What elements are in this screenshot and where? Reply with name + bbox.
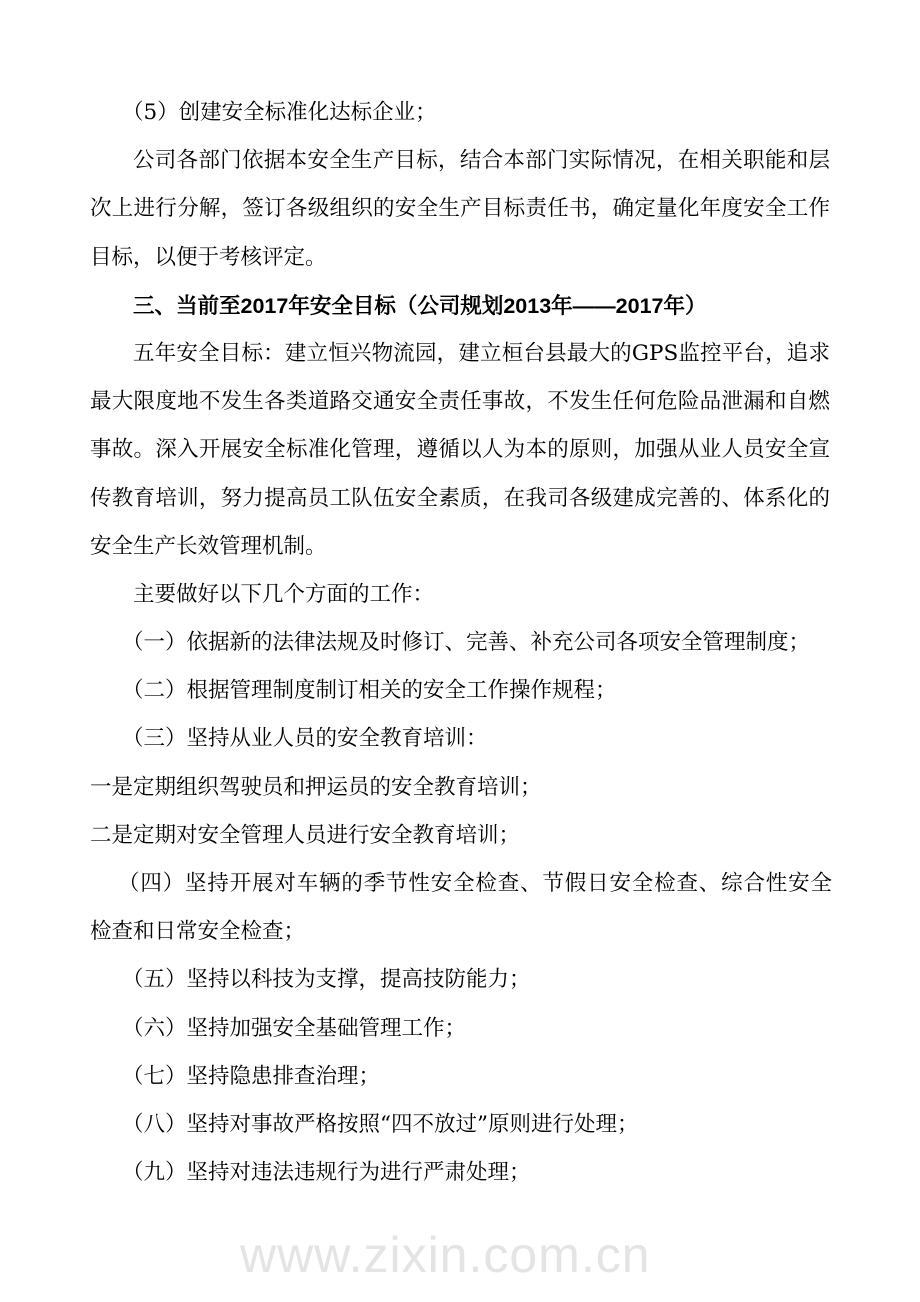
text-line: 公司各部门依据本安全生产目标，结合本部门实际情况，在相关职能和层 — [133, 148, 830, 174]
sub-item — [0, 812, 920, 860]
text-line: （三）坚持从业人员的安全教育培训： — [122, 726, 488, 752]
list-item — [0, 619, 920, 667]
text-line: （二）根据管理制度制订相关的安全工作操作规程； — [122, 678, 617, 704]
list-item — [0, 1149, 920, 1197]
list-item — [0, 1053, 920, 1101]
list-item — [0, 1005, 920, 1053]
watermark: www.zixin.com.cn — [240, 1227, 651, 1283]
paragraph-line — [0, 523, 920, 571]
paragraph-line — [90, 426, 830, 474]
paragraph-line — [0, 234, 920, 282]
list-item-continuation — [0, 908, 920, 956]
text-line: 二是定期对安全管理人员进行安全教育培训； — [90, 822, 521, 848]
text-line: 事故。深入开展安全标准化管理，遵循以人为本的原则，加强从业人员安全宣 — [90, 437, 830, 463]
paragraph-line — [90, 185, 830, 233]
text-line: （一）依据新的法律法规及时修订、完善、补充公司各项安全管理制度； — [122, 630, 811, 656]
list-item — [118, 860, 832, 908]
text-line: 最大限度地不发生各类道路交通安全责任事故，不发生任何危险品泄漏和自燃 — [90, 389, 830, 415]
text-line: （九）坚持对违法违规行为进行严肃处理； — [122, 1160, 531, 1186]
text-line: （八）坚持对事故严格按照“四不放过”原则进行处理； — [122, 1111, 639, 1137]
text-line: 五年安全目标：建立恒兴物流园，建立桓台县最大的GPS监控平台，追求 — [133, 340, 830, 366]
list-item — [0, 667, 920, 715]
heading-text: 三、当前至2017年安全目标（公司规划2013年——2017年） — [133, 293, 707, 318]
text-line: 次上进行分解，签订各级组织的安全生产目标责任书，确定量化年度安全工作 — [90, 196, 830, 222]
paragraph-line — [0, 571, 920, 619]
text-line: 一是定期组织驾驶员和押运员的安全教育培训； — [90, 774, 542, 800]
text-line: （5）创建安全标准化达标企业； — [122, 100, 437, 125]
text-line: 检查和日常安全检查； — [90, 919, 306, 945]
text-line: 目标，以便于考核评定。 — [90, 244, 327, 270]
paragraph-line — [90, 475, 830, 523]
paragraph-line — [133, 137, 830, 185]
text-line: 主要做好以下几个方面的工作： — [133, 581, 435, 607]
paragraph-line — [90, 378, 830, 426]
text-line: 传教育培训，努力提高员工队伍安全素质，在我司各级建成完善的、体系化的 — [90, 485, 830, 511]
section-heading — [0, 282, 920, 330]
list-item — [0, 715, 920, 763]
document-page — [0, 89, 920, 1197]
text-line: （六）坚持加强安全基础管理工作； — [122, 1015, 467, 1041]
list-item — [0, 956, 920, 1004]
text-line: （四）坚持开展对车辆的季节性安全检查、节假日安全检查、综合性安全 — [118, 871, 832, 896]
sub-item — [0, 764, 920, 812]
text-line: 安全生产长效管理机制。 — [90, 533, 327, 559]
text-line: （五）坚持以科技为支撑，提高技防能力； — [122, 967, 531, 993]
text-line: （七）坚持隐患排查治理； — [122, 1063, 381, 1089]
list-item-5 — [0, 89, 920, 137]
paragraph-line — [133, 330, 830, 378]
list-item — [0, 1101, 920, 1149]
